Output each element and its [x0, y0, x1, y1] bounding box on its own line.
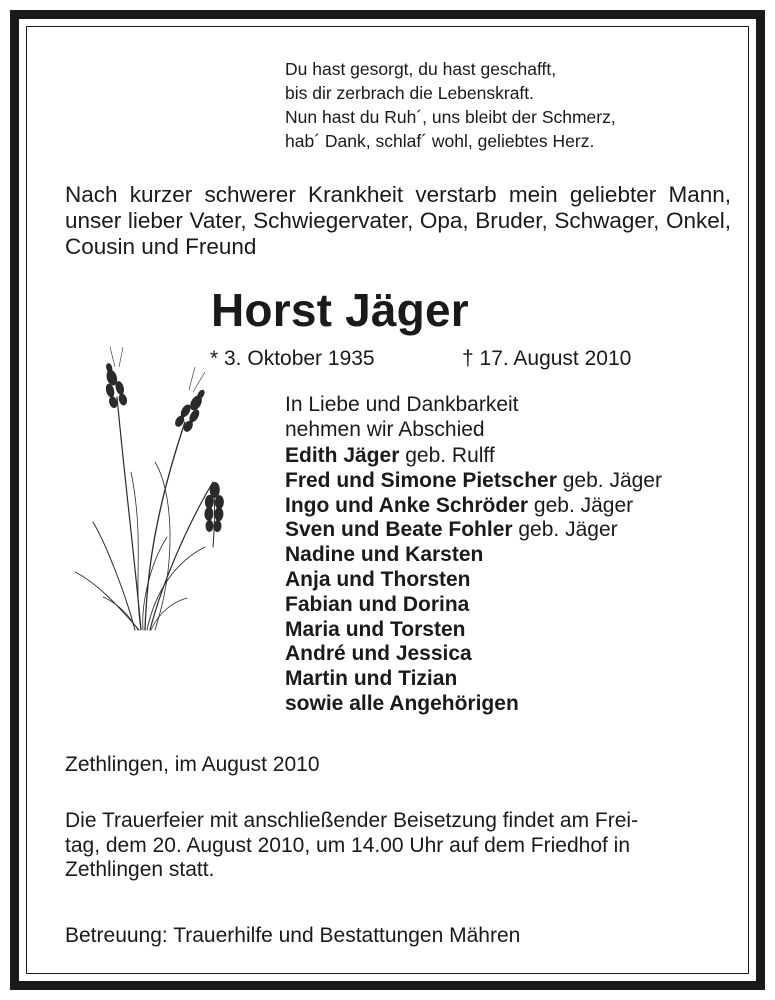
mourner-name: Martin und Tizian — [285, 667, 458, 691]
undertaker-info: Betreuung: Trauerhilfe und Bestattungen Mähren — [65, 924, 521, 947]
mourner-entry — [285, 692, 662, 717]
mourner-name: Fabian und Dorina — [285, 592, 470, 616]
mourner-suffix: geb. Jäger — [556, 468, 662, 492]
mourner-suffix: geb. Jäger — [528, 493, 634, 517]
death-announcement — [65, 182, 731, 260]
ceremony-line: Zethlingen statt. — [65, 858, 215, 881]
mourner-name: Maria und Torsten — [285, 617, 466, 641]
farewell-line: nehmen wir Abschied — [285, 417, 485, 441]
mourner-entry — [285, 494, 662, 519]
ceremony-line: tag, dem 20. August 2010, um 14.00 Uhr auf dem Friedhof in — [65, 833, 631, 857]
poem-line: hab´ Dank, schlaf´ wohl, geliebtes Herz. — [285, 131, 595, 151]
announcement-text: Nach kurzer schwerer Krankheit verstarb mein geliebter Mann, unser lieber Vater, Schwiegervater, Opa, Bruder, Schwager, Onkel, Cousin und Freund — [65, 182, 731, 259]
poem-line: Du hast gesorgt, du hast geschafft, — [285, 59, 557, 79]
mourner-suffix: geb. Jäger — [512, 518, 618, 542]
funeral-ceremony-info — [65, 809, 727, 883]
mourner-name: André und Jessica — [285, 642, 472, 666]
mourner-suffix: geb. Rulff — [399, 444, 495, 467]
mourner-name: Ingo und Anke Schröder — [285, 493, 529, 517]
poem-line: Nun hast du Ruh´, uns bleibt der Schmerz, — [285, 107, 616, 127]
mourner-entry — [285, 593, 662, 618]
mourner-entry — [285, 444, 662, 469]
mourner-entry — [285, 642, 662, 667]
deceased-name: Horst Jäger — [211, 284, 469, 336]
memorial-poem — [285, 57, 616, 153]
mourner-entry — [285, 543, 662, 568]
mourner-name: Anja und Thorsten — [285, 567, 471, 591]
mourner-name: Nadine und Karsten — [285, 543, 484, 567]
mourner-name: sowie alle Angehörigen — [285, 691, 519, 715]
obituary-inner-border — [26, 26, 749, 974]
birth-date: * 3. Oktober 1935 — [210, 347, 375, 370]
mourner-entry — [285, 618, 662, 643]
mourner-name: Fred und Simone Pietscher — [285, 468, 557, 492]
mourner-entry — [285, 518, 662, 543]
death-date: † 17. August 2010 — [462, 347, 632, 370]
obituary-frame — [10, 10, 765, 990]
poem-line: bis dir zerbrach die Lebenskraft. — [285, 83, 535, 103]
mourner-name: Edith Jäger — [285, 444, 400, 467]
mourners-list — [285, 444, 662, 717]
mourner-entry — [285, 568, 662, 593]
mourner-name: Sven und Beate Fohler — [285, 518, 513, 542]
farewell-line: In Liebe und Dankbarkeit — [285, 393, 519, 416]
wheat-ears-icon — [55, 312, 225, 632]
ceremony-line: Die Trauerfeier mit anschließender Beisetzung findet am Frei- — [65, 809, 639, 832]
mourner-entry — [285, 469, 662, 494]
place-and-date: Zethlingen, im August 2010 — [65, 753, 320, 776]
mourner-entry — [285, 667, 662, 692]
farewell-text — [285, 393, 519, 442]
